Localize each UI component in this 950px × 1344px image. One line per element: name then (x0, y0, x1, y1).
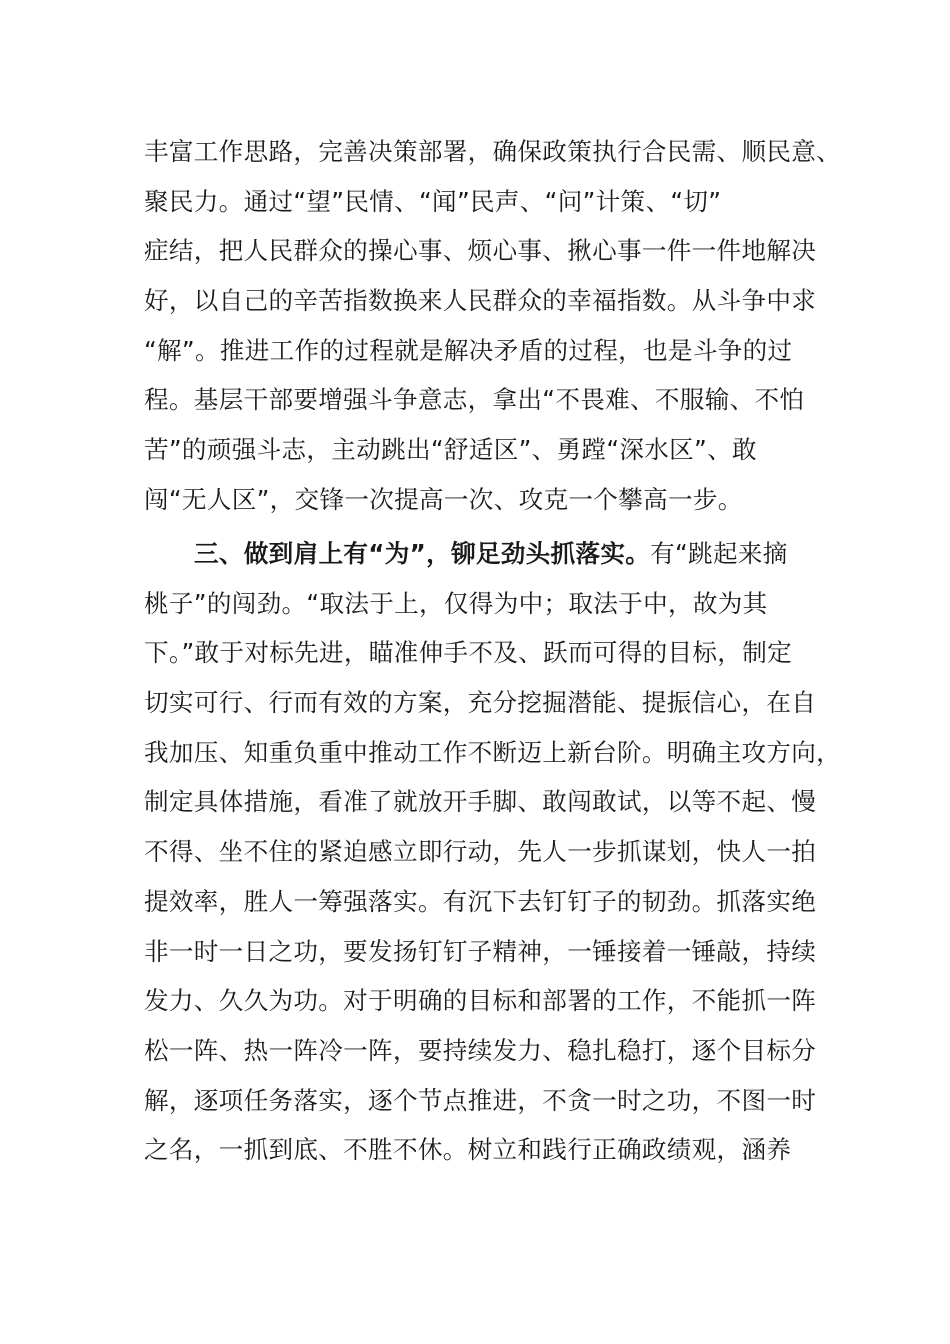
paragraph-2-line: 我加压、知重负重中推动工作不断迈上新台阶。明确主攻方向， (144, 737, 842, 767)
paragraph-1-line: 丰富工作思路，完善决策部署，确保政策执行合民需、顺民意、 (144, 137, 842, 166)
paragraph-2-line: 发力、久久为功。对于明确的目标和部署的工作，不能抓一阵 (144, 986, 817, 1016)
paragraph-2-line: 制定具体措施，看准了就放开手脚、敢闯敢试，以等不起、慢 (144, 787, 817, 817)
paragraph-1-line: “解”。推进工作的过程就是解决矛盾的过程，也是斗争的过 (144, 335, 793, 365)
paragraph-2-line: 松一阵、热一阵冷一阵，要持续发力、稳扎稳打，逐个目标分 (144, 1035, 817, 1065)
section-heading-continuation: 有“跳起来摘 (650, 539, 788, 568)
paragraph-1-line: 好，以自己的辛苦指数换来人民群众的幸福指数。从斗争中求 (144, 286, 817, 316)
paragraph-2-line: 不得、坐不住的紧迫感立即行动，先人一步抓谋划，快人一拍 (144, 837, 817, 867)
paragraph-1-line: 程。基层干部要增强斗争意志，拿出“不畏难、不服输、不怕 (144, 385, 805, 415)
paragraph-2-first-line (144, 529, 824, 579)
paragraph-1-line: 聚民力。通过“望”民情、“闻”民声、“问”计策、“切” (144, 186, 722, 216)
paragraph-1-line: 症结，把人民群众的操心事、烦心事、揪心事一件一件地解决 (144, 236, 817, 266)
paragraph-1-line: 闯“无人区”，交锋一次提高一次、攻克一个攀高一步。 (144, 484, 743, 514)
paragraph-1-line: 苦”的顽强斗志，主动跳出“舒适区”、勇蹚“深水区”、敢 (144, 435, 757, 465)
paragraph-2-line: 切实可行、行而有效的方案，充分挖掘潜能、提振信心，在自 (144, 688, 817, 718)
paragraph-2-line: 桃子”的闯劲。“取法于上，仅得为中；取法于中，故为其 (144, 588, 768, 618)
paragraph-2 (144, 529, 842, 1175)
paragraph-2-line: 下。”敢于对标先进，瞄准伸手不及、跃而可得的目标，制定 (144, 638, 792, 668)
section-heading: 三、做到肩上有“为”，铆足劲头抓落实。 (194, 539, 651, 568)
paragraph-1 (144, 127, 842, 525)
paragraph-2-line: 之名，一抓到底、不胜不休。树立和践行正确政绩观，涵养 (144, 1135, 792, 1165)
paragraph-2-line: 非一时一日之功，要发扬钉钉子精神，一锤接着一锤敲，持续 (144, 936, 817, 966)
paragraph-2-line: 解，逐项任务落实，逐个节点推进，不贪一时之功，不图一时 (144, 1085, 817, 1115)
paragraph-2-line: 提效率，胜人一筹强落实。有沉下去钉钉子的韧劲。抓落实绝 (144, 886, 817, 916)
